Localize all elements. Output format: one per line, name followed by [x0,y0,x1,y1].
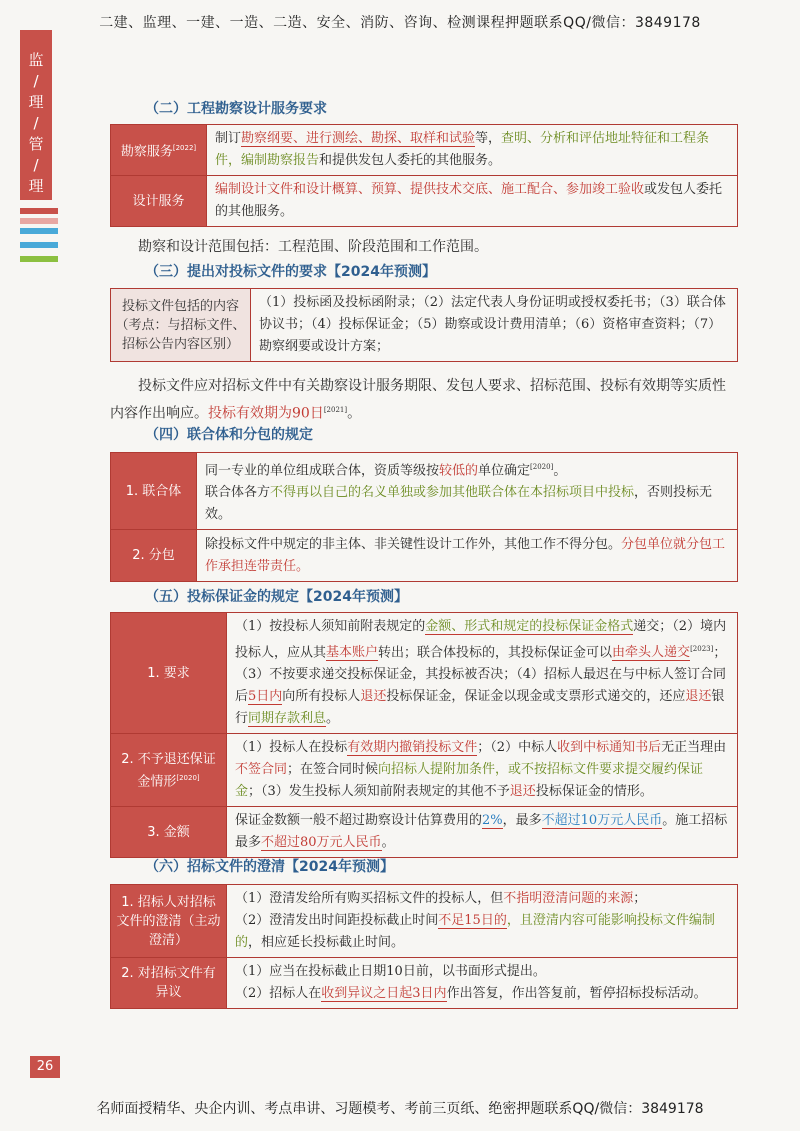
row-text: （1）应当在投标截止日期10日前，以书面形式提出。 （2）招标人在收到异议之日起3日内作出答复，作出答复前，暂停招标投标活动。 [227,958,738,1009]
table-row [111,289,738,362]
row-label: 2. 对招标文件有异议 [111,958,227,1009]
row-label: 1. 招标人对招标文件的澄清（主动澄清） [111,885,227,958]
decor-stripe [20,218,58,224]
top-banner: 二建、监理、一建、一造、二造、安全、消防、咨询、检测课程押题联系QQ/微信：3849178 [99,15,701,31]
table-row [111,734,738,807]
side-tab-char: 监 [28,51,44,69]
row-text: （1）投标人在投标有效期内撤销投标文件；（2）中标人收到中标通知书后无正当理由不签合同；在签合同时候向招标人提附加条件，或不按招标文件要求提交履约保证金；（3）发生投标人须知前附表规定的其他不予退还投标保证金的情形。 [227,734,738,807]
row-text: 除投标文件中规定的非主体、非关键性设计工作外，其他工作不得分包。分包单位就分包工作承担连带责任。 [197,530,738,582]
bottom-banner: 名师面授精华、央企内训、考点串讲、习题模考、考前三页纸、绝密押题联系QQ/微信：3849178 [96,1101,704,1117]
side-tab-char: 理 [28,177,44,195]
row-label: 1. 要求 [111,613,227,734]
table-row [111,885,738,958]
consortium-table [110,452,738,582]
table-row [111,807,738,858]
row-text: 保证金数额一般不超过勘察设计估算费用的2%，最多不超过10万元人民币。施工招标最多不超过80万元人民币。 [227,807,738,858]
clarification-table [110,884,738,1009]
section-6-heading: （六）招标文件的澄清【2024年预测】 [145,859,394,875]
section-2-heading: （二）工程勘察设计服务要求 [145,101,327,117]
table-row [111,176,738,227]
page-number: 26 [30,1056,60,1078]
row-text: （1）按投标人须知前附表规定的金额、形式和规定的投标保证金格式递交；（2）境内投标人，应从其基本账户转出；联合体投标的，其投标保证金可以由牵头人递交[2023]；（3）不按要求递交投标保证金，其投标被否决；（4）招标人最迟在与中标人签订合同后5日内向所有投标人退还投标保证金，保证金以现金或支票形式递交的，还应退还银行同期存款利息。 [227,613,738,734]
section-5-heading: （五）投标保证金的规定【2024年预测】 [145,589,408,605]
table-row [111,453,738,530]
bid-response-paragraph: 投标文件应对招标文件中有关勘察设计服务期限、发包人要求、招标范围、投标有效期等实质性内容作出响应。投标有效期为90日[2021]。 [110,378,726,422]
row-label: 勘察服务[2022] [111,125,207,176]
row-label: 3. 金额 [111,807,227,858]
chapter-side-tab [20,30,52,200]
row-text: （1）澄清发给所有购买招标文件的投标人，但不指明澄清问题的来源； （2）澄清发出时间距投标截止时间不足15日的，且澄清内容可能影响投标文件编制的，相应延长投标截止时间。 [227,885,738,958]
row-text: 制订勘察纲要、进行测绘、勘探、取样和试验等，查明、分析和评估地址特征和工程条件，编制勘察报告和提供发包人委托的其他服务。 [207,125,738,176]
scope-note: 勘察和设计范围包括：工程范围、阶段范围和工作范围。 [138,239,488,255]
decor-stripe [20,242,58,248]
row-label: 设计服务 [111,176,207,227]
bid-content-table [110,288,738,362]
section-4-heading: （四）联合体和分包的规定 [145,427,313,443]
table-row [111,613,738,734]
decor-stripe [20,256,58,262]
decor-stripe [20,208,58,214]
row-text: （1）投标函及投标函附录；（2）法定代表人身份证明或授权委托书；（3）联合体协议书；（4）投标保证金；（5）勘察或设计费用清单；（6）资格审查资料；（7）勘察纲要或设计方案； [251,289,738,362]
side-tab-char: 管 [28,135,44,153]
row-text: 编制设计文件和设计概算、预算、提供技术交底、施工配合、参加竣工验收或发包人委托的其他服务。 [207,176,738,227]
side-tab-char: / [33,156,39,174]
side-tab-char: / [33,72,39,90]
bid-bond-table [110,612,738,858]
table-row [111,530,738,582]
side-tab-char: / [33,114,39,132]
table-row [111,125,738,176]
row-label: 投标文件包括的内容（考点：与招标文件、招标公告内容区别） [111,289,251,362]
row-text: 同一专业的单位组成联合体，资质等级按较低的单位确定[2020]。 联合体各方不得再以自己的名义单独或参加其他联合体在本招标项目中投标，否则投标无效。 [197,453,738,530]
row-label: 2. 分包 [111,530,197,582]
decor-stripe [20,228,58,234]
row-label: 2. 不予退还保证金情形[2020] [111,734,227,807]
section-3-heading: （三）提出对投标文件的要求【2024年预测】 [145,264,436,280]
table-row [111,958,738,1009]
side-tab-char: 理 [28,93,44,111]
survey-design-table [110,124,738,227]
row-label: 1. 联合体 [111,453,197,530]
